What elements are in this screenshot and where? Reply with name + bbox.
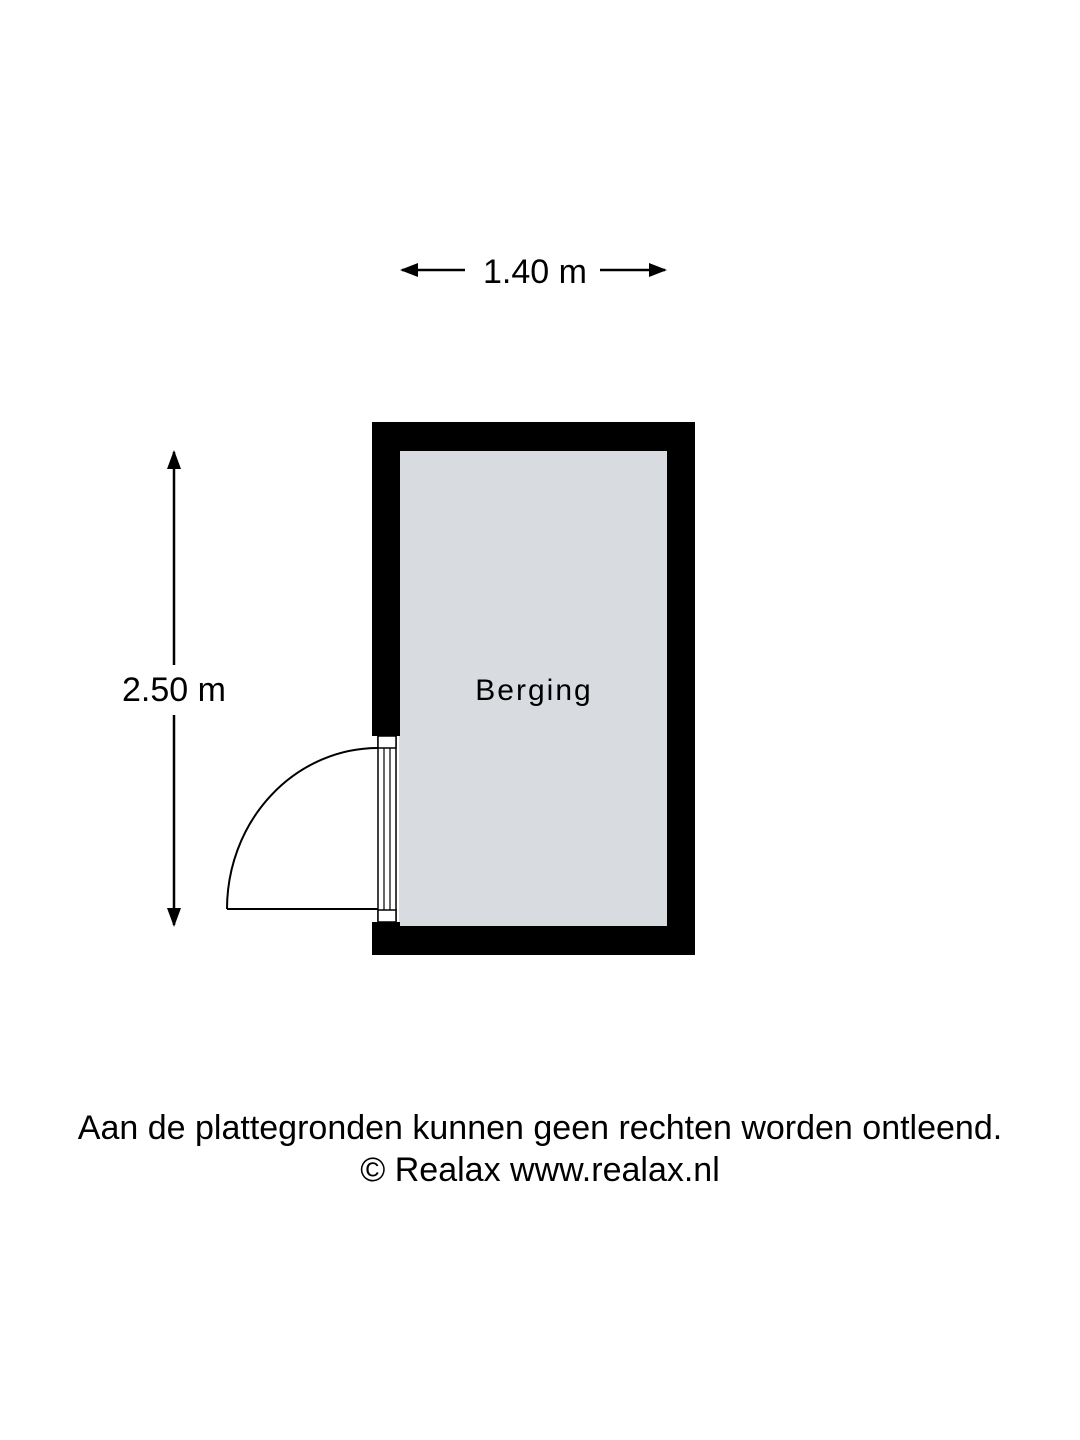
height-arrowhead-bottom-icon	[167, 908, 181, 927]
width-arrowhead-right-icon	[649, 263, 667, 277]
width-arrowhead-left-icon	[400, 263, 418, 277]
height-dimension	[122, 450, 226, 927]
door-frame-top-block	[378, 736, 396, 748]
door	[227, 736, 396, 922]
wall-left-lower	[372, 922, 400, 955]
width-dimension	[400, 253, 667, 291]
disclaimer-text: Aan de plattegronden kunnen geen rechten worden ontleend.	[77, 1109, 1003, 1147]
wall-top	[372, 422, 695, 451]
copyright-text: © Realax www.realax.nl	[360, 1151, 720, 1189]
wall-right	[667, 422, 695, 955]
width-label: 1.40 m	[483, 253, 587, 291]
door-swing-arc	[227, 748, 378, 909]
height-arrowhead-top-icon	[167, 450, 181, 469]
wall-left-upper	[372, 422, 400, 736]
height-label: 2.50 m	[122, 671, 226, 709]
wall-bottom	[372, 926, 695, 955]
room-label: Berging	[475, 674, 593, 707]
door-frame	[378, 736, 396, 922]
door-frame-bottom-block	[378, 910, 396, 922]
